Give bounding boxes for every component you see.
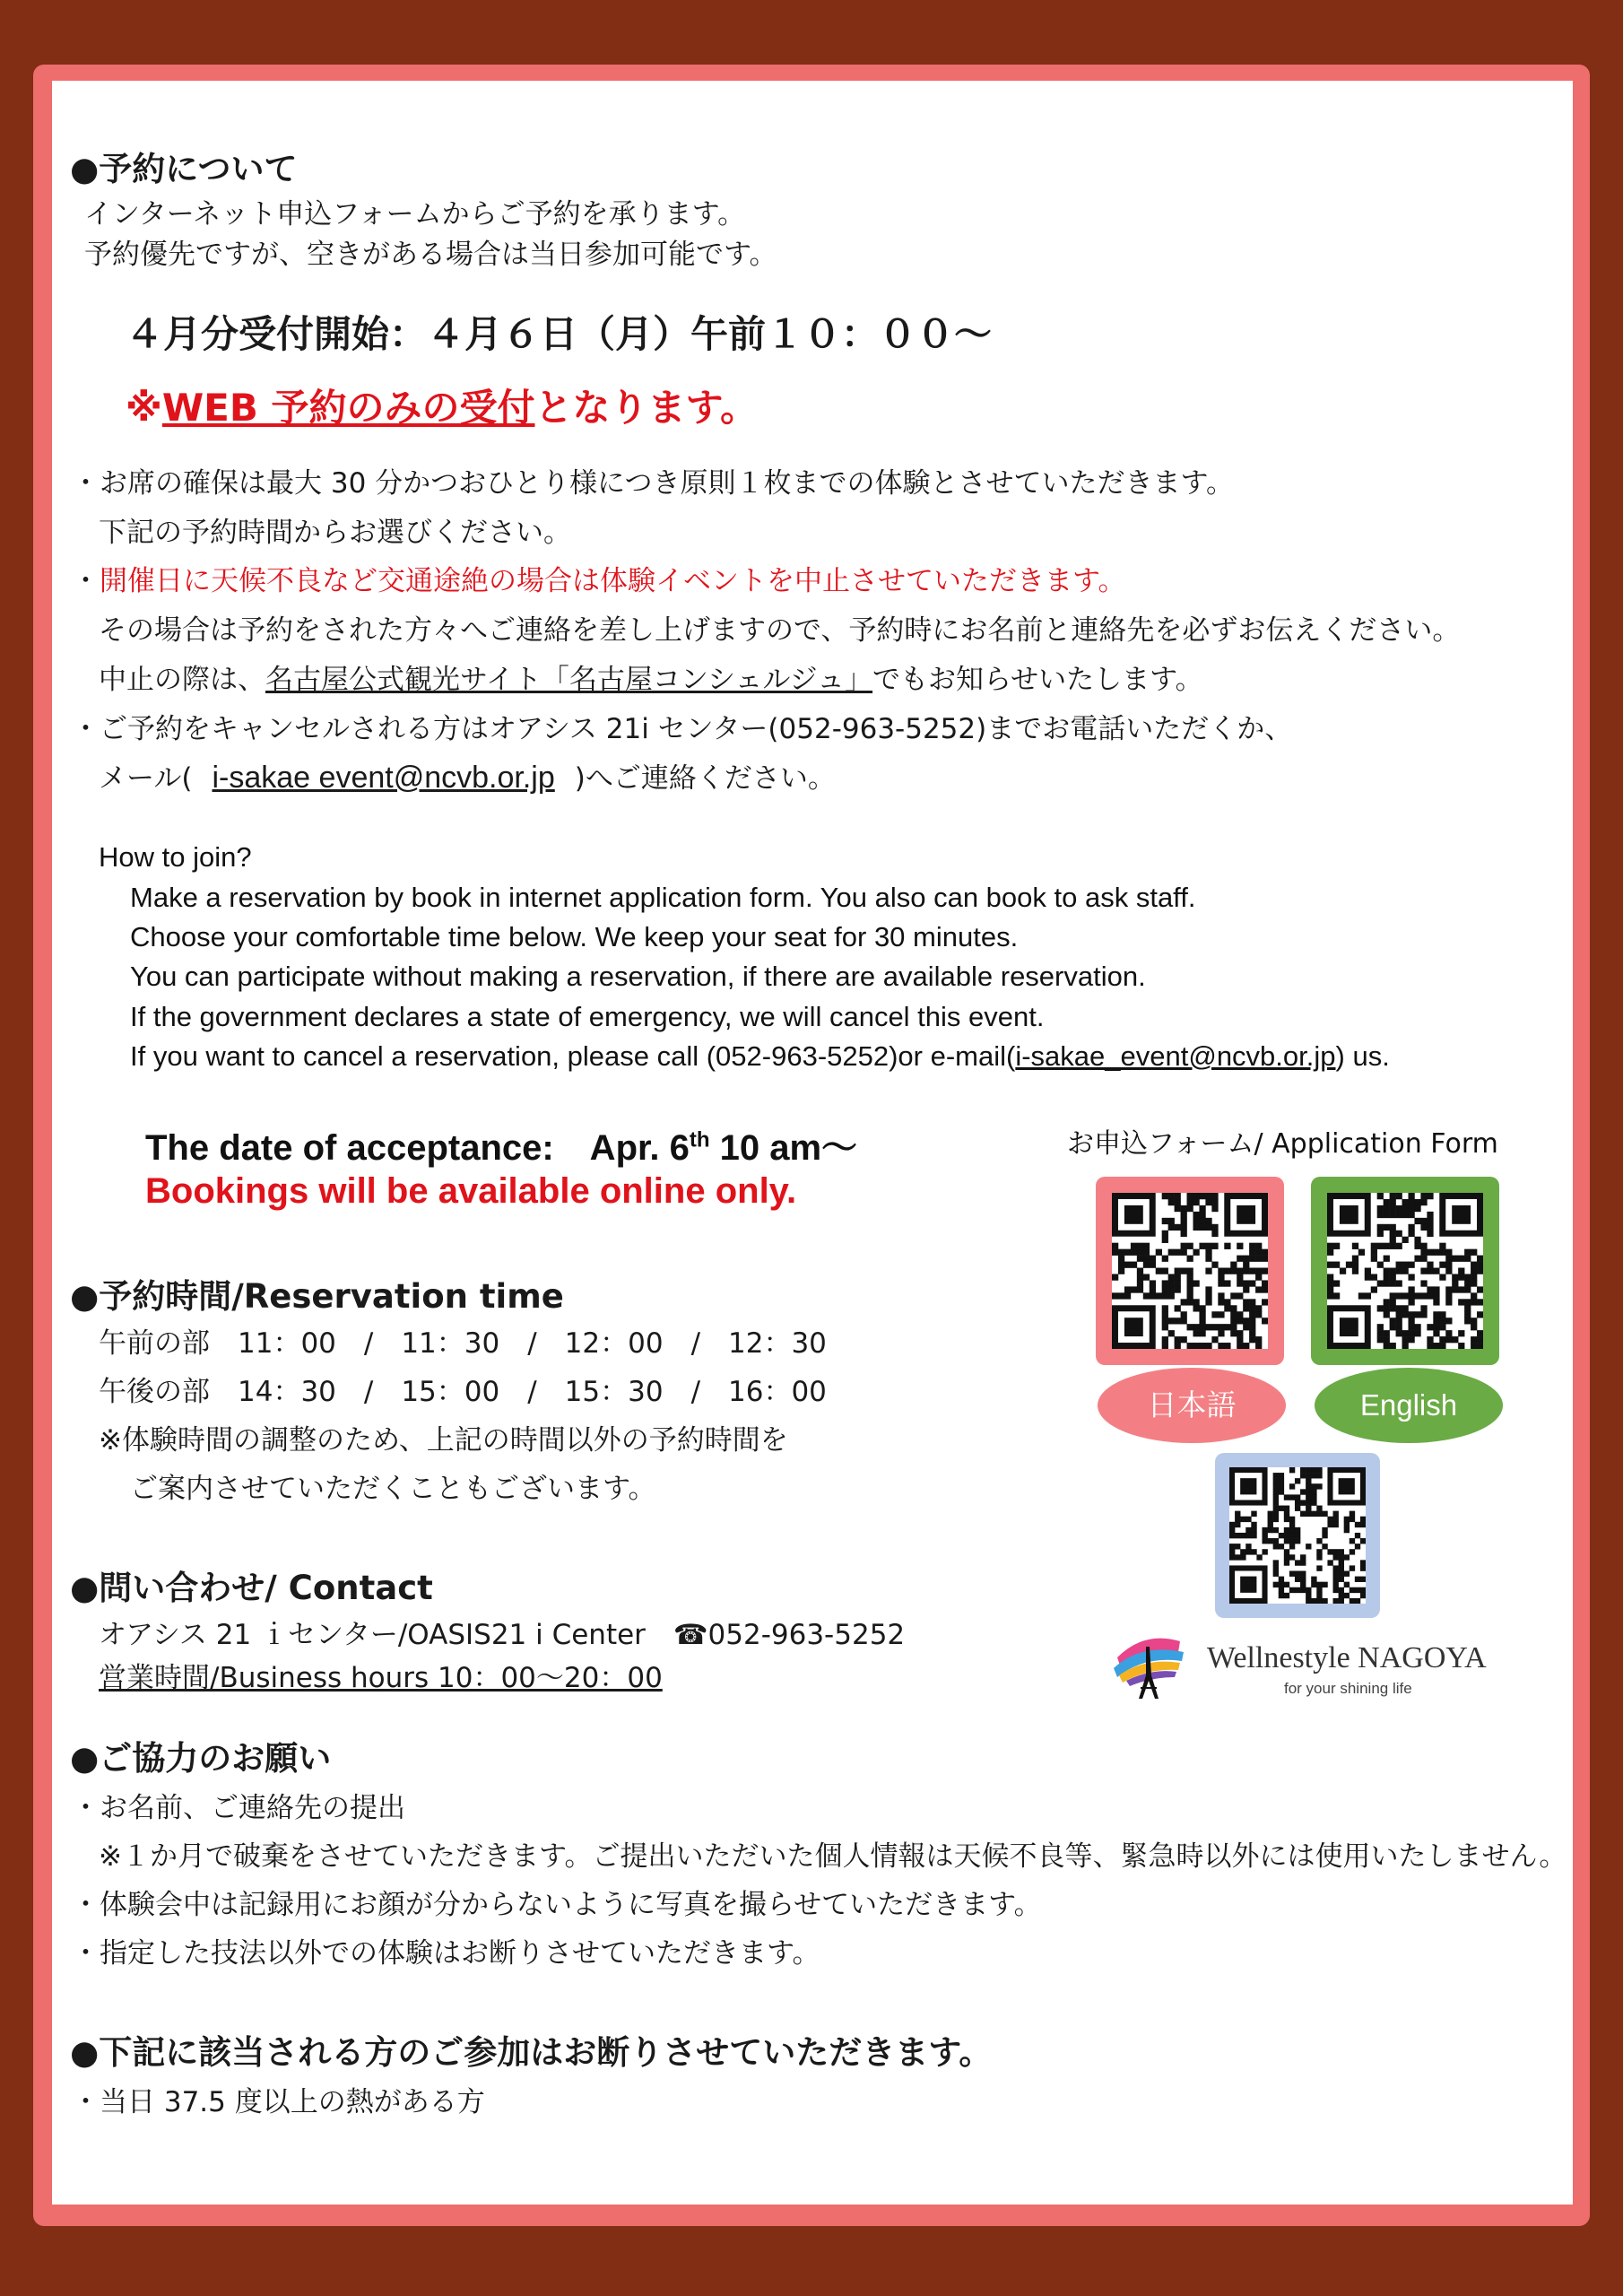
web-only-mark: ※ [126, 386, 162, 430]
web-only-underlined: WEB 予約のみの受付 [161, 386, 535, 430]
qr-frame-english[interactable] [1311, 1177, 1499, 1365]
cooperation-item-2: ・体験会中は記録用にお顔が分からないように写真を撮らせていただきます。 [72, 1889, 1042, 1921]
japanese-form-button[interactable]: 日本語 [1098, 1368, 1286, 1443]
decline-heading: ●下記に該当される方のご参加はお断りさせていただきます。 [70, 2033, 993, 2072]
note-cancel-mail [99, 755, 836, 796]
qr-frame-japanese[interactable] [1096, 1177, 1284, 1365]
cooperation-item-3: ・指定した技法以外での体験はお断りさせていただきます。 [72, 1937, 820, 1970]
qr-code-english-icon[interactable] [1327, 1193, 1483, 1349]
english-line-5-pre: If you want to cancel a reservation, please call (052-963-5252)or e-mail( [130, 1040, 1016, 1072]
contact-center: オアシス 21 ｉセンター/OASIS21 i Center ☎052-963-5252 [99, 1619, 906, 1651]
note-cancel-call: ・ご予約をキャンセルされる方はオアシス 21i センター(052-963-5252)までお電話いただくか、 [72, 713, 1293, 745]
times-afternoon: 午後の部 14：30 / 15：00 / 15：30 / 16：00 [99, 1376, 827, 1408]
application-form-title: お申込フォーム/ Application Form [1067, 1128, 1498, 1160]
note-bullet: ・ [72, 565, 100, 597]
wellnestyle-brush-icon [1108, 1622, 1189, 1702]
times-morning: 午前の部 11：00 / 11：30 / 12：00 / 12：30 [99, 1327, 827, 1360]
contact-heading: ●問い合わせ/ Contact [70, 1569, 433, 1607]
english-line-5 [130, 1040, 1390, 1073]
wellnestyle-logo-tagline: for your shining life [1284, 1680, 1412, 1697]
note-mail-pre: メール( [99, 762, 193, 795]
cooperation-item-1: ・お名前、ご連絡先の提出 [72, 1792, 405, 1824]
reservation-line-1: インターネット申込フォームからご予約を承ります。 [84, 198, 746, 230]
wellnestyle-logo-name: Wellnestyle NAGOYA [1207, 1641, 1487, 1674]
qr-code-japanese-icon[interactable] [1112, 1193, 1268, 1349]
note-concierge-pre: 中止の際は、 [99, 664, 265, 696]
wellnestyle-logo-mark [1108, 1622, 1189, 1702]
note-seat-limit: ・お席の確保は最大 30 分かつおひとり様につき原則１枚までの体験とさせていただきます。 [72, 467, 1235, 500]
english-line-5-post: ) us. [1335, 1040, 1390, 1072]
note-contact-info: その場合は予約をされた方々へご連絡を差し上げますので、予約時にお名前と連絡先を必ずお伝えください。 [99, 614, 1461, 647]
cooperation-item-1-note: ※１か月で破棄をさせていただきます。ご提出いただいた個人情報は天候不良等、緊急時以外には使用いたしません。 [99, 1840, 1567, 1873]
concierge-site-link[interactable]: 名古屋公式観光サイト「名古屋コンシェルジュ」 [265, 664, 873, 696]
web-only-notice [126, 378, 758, 432]
english-form-button[interactable]: English [1315, 1368, 1503, 1443]
note-cancel-weather [72, 558, 1126, 598]
reception-start: ４月分受付開始：４月６日（月）午前１０：００～ [126, 312, 993, 356]
reservation-line-2: 予約優先ですが、空きがある場合は当日参加可能です。 [84, 239, 777, 271]
english-title: How to join? [99, 841, 252, 873]
qr-code-wellnestyle-icon[interactable] [1229, 1467, 1366, 1604]
note-concierge-post: でもお知らせいたします。 [872, 664, 1203, 696]
note-cancel-weather-text: 開催日に天候不良など交通途絶の場合は体験イベントを中止させていただきます。 [100, 565, 1126, 597]
english-email-link[interactable]: i-sakae_event@ncvb.or.jp [1015, 1040, 1336, 1072]
english-line-3: You can participate without making a reservation, if there are available reservation. [130, 961, 1146, 992]
online-only-notice: Bookings will be available online only. [145, 1171, 797, 1211]
decline-item-1: ・当日 37.5 度以上の熱がある方 [72, 2086, 485, 2118]
web-only-suffix: となります。 [534, 386, 759, 430]
acceptance-date [145, 1119, 857, 1170]
english-line-2: Choose your comfortable time below. We keep your seat for 30 minutes. [130, 921, 1019, 952]
reservation-heading: ●予約について [70, 150, 298, 188]
times-note-1: ※体験時間の調整のため、上記の時間以外の予約時間を [99, 1424, 788, 1457]
qr-frame-wellnestyle[interactable] [1215, 1453, 1380, 1618]
email-link[interactable]: i-sakae event@ncvb.or.jp [212, 761, 555, 795]
times-note-2: ご案内させていただくこともございます。 [130, 1473, 656, 1505]
times-heading: ●予約時間/Reservation time [70, 1277, 564, 1316]
note-choose-time: 下記の予約時間からお選びください。 [99, 517, 571, 549]
cooperation-heading: ●ご協力のお願い [70, 1739, 332, 1778]
acceptance-date-pre: The date of acceptance: Apr. 6 [145, 1128, 690, 1168]
english-line-4: If the government declares a state of emergency, we will cancel this event. [130, 1001, 1045, 1032]
english-line-1: Make a reservation by book in internet application form. You also can book to ask staff. [130, 882, 1196, 913]
note-mail-post: )へご連絡ください。 [574, 762, 836, 795]
note-concierge [99, 657, 1203, 697]
contact-hours: 営業時間/Business hours 10：00～20：00 [99, 1662, 663, 1694]
acceptance-date-sup: th [689, 1127, 710, 1152]
acceptance-date-post: 10 am～ [709, 1128, 858, 1168]
